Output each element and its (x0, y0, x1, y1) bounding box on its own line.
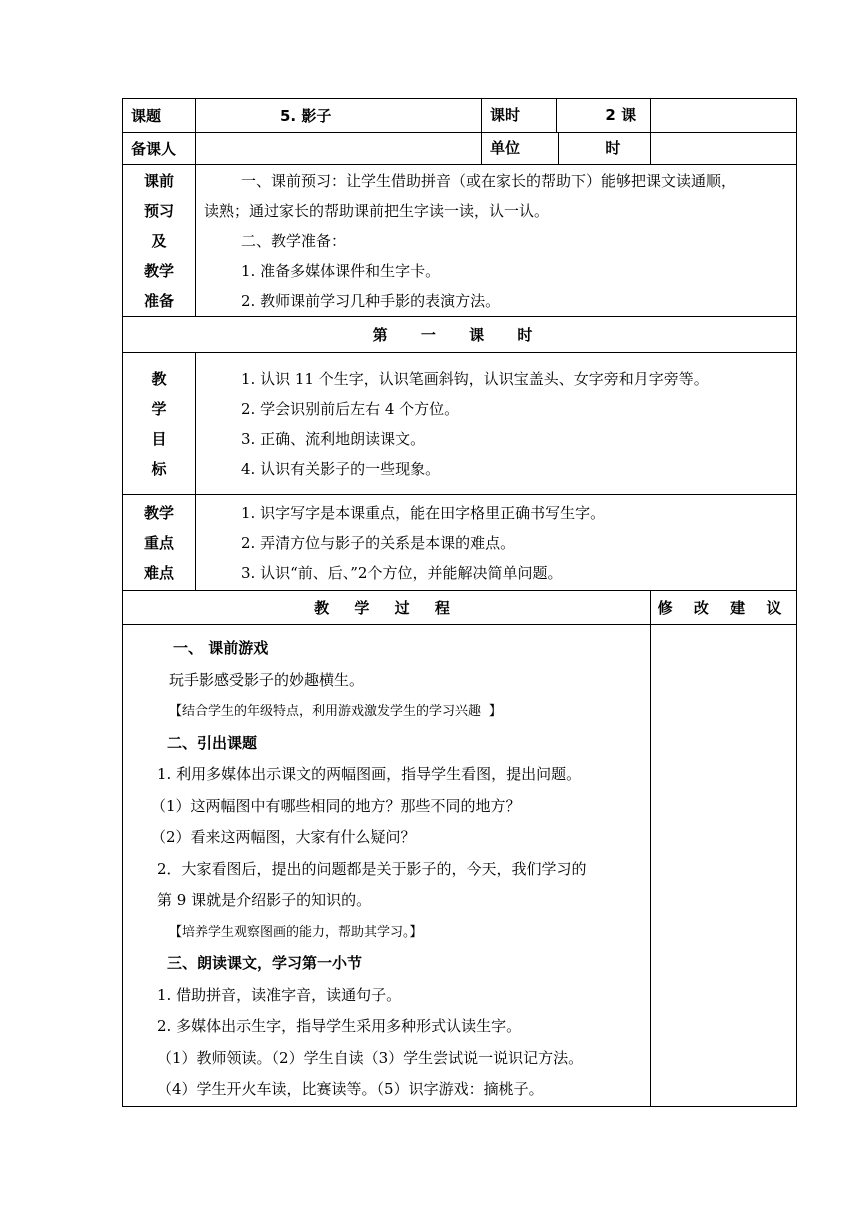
process-header-row (123, 591, 797, 625)
hours-label: 课时 (482, 99, 557, 132)
header-row-preparer (123, 133, 797, 165)
preparer-value (196, 133, 482, 165)
lesson-title: 第 一 课 时 (123, 317, 797, 353)
unit-empty-cell (651, 133, 797, 165)
preparer-label: 备课人 (123, 133, 196, 165)
goals-label: 教 学 目 标 (123, 353, 196, 495)
process-content: 一、 课前游戏 玩手影感受影子的妙趣横生。 【结合学生的年级特点，利用游戏激发学生的学习兴趣 】 二、引出课题 1. 利用多媒体出示课文的两幅图画，指导学生看图，提出问题。 （1）这两幅图中有哪些相同的地方？那些不同的地方？ （2）看来这两幅图，大家有什么疑问？ 2．大家看图后，提出的问题都是关于影子的，今天，我们学习的 第 9 课就是介绍影子的知识的。 【培养学生观察图画的能力，帮助其学习。】 三、朗读课文，学习第一小节 1. 借助拼音，读准字音，读通句子。 2. 多媒体出示生字，指导学生采用多种形式认读生字。 （1）教师领读。（2）学生自读（3）学生尝试说一说识记方法。 （4）学生开火车读，比赛读等。（5）识字游戏：摘桃子。 (123, 625, 651, 1107)
lesson-plan-table (122, 98, 797, 1107)
lesson-title-row (123, 317, 797, 353)
hours-value: 2 课时 (605, 106, 637, 157)
suggest-content (651, 625, 797, 1107)
goals-content: 1. 认识 11 个生字，认识笔画斜钩，认识宝盖头、女字旁和月字旁等。 2. 学会识别前后左右 4 个方位。 3. 正确、流利地朗读课文。 4. 认识有关影子的一些现象。 (196, 353, 797, 495)
prep-content: 一、课前预习：让学生借助拼音（或在家长的帮助下）能够把课文读通顺， 读熟；通过家长的帮助课前把生字读一读，认一认。 二、教学准备： 1. 准备多媒体课件和生字卡。 2. 教师课前学习几种手影的表演方法。 (196, 165, 797, 317)
hours-empty-cell (651, 99, 797, 133)
topic-label: 课题 (123, 99, 196, 133)
unit-label: 单位 (482, 133, 559, 164)
suggest-title: 修 改 建 议 (651, 591, 797, 625)
prep-row (123, 165, 797, 317)
keypoints-row (123, 495, 797, 591)
header-row-topic (123, 99, 797, 133)
keypoints-content: 1. 识字写字是本课重点，能在田字格里正确书写生字。 2. 弄清方位与影子的关系是本课的难点。 3. 认识“前、后、”2个方位，并能解决简单问题。 (196, 495, 797, 591)
goals-row (123, 353, 797, 495)
keypoints-label: 教学 重点 难点 (123, 495, 196, 591)
process-row (123, 625, 797, 1107)
topic-value: 5. 影子 (196, 99, 482, 133)
prep-label: 课前 预习 及 教学 准备 (123, 165, 196, 317)
process-title: 教 学 过 程 (123, 591, 651, 625)
